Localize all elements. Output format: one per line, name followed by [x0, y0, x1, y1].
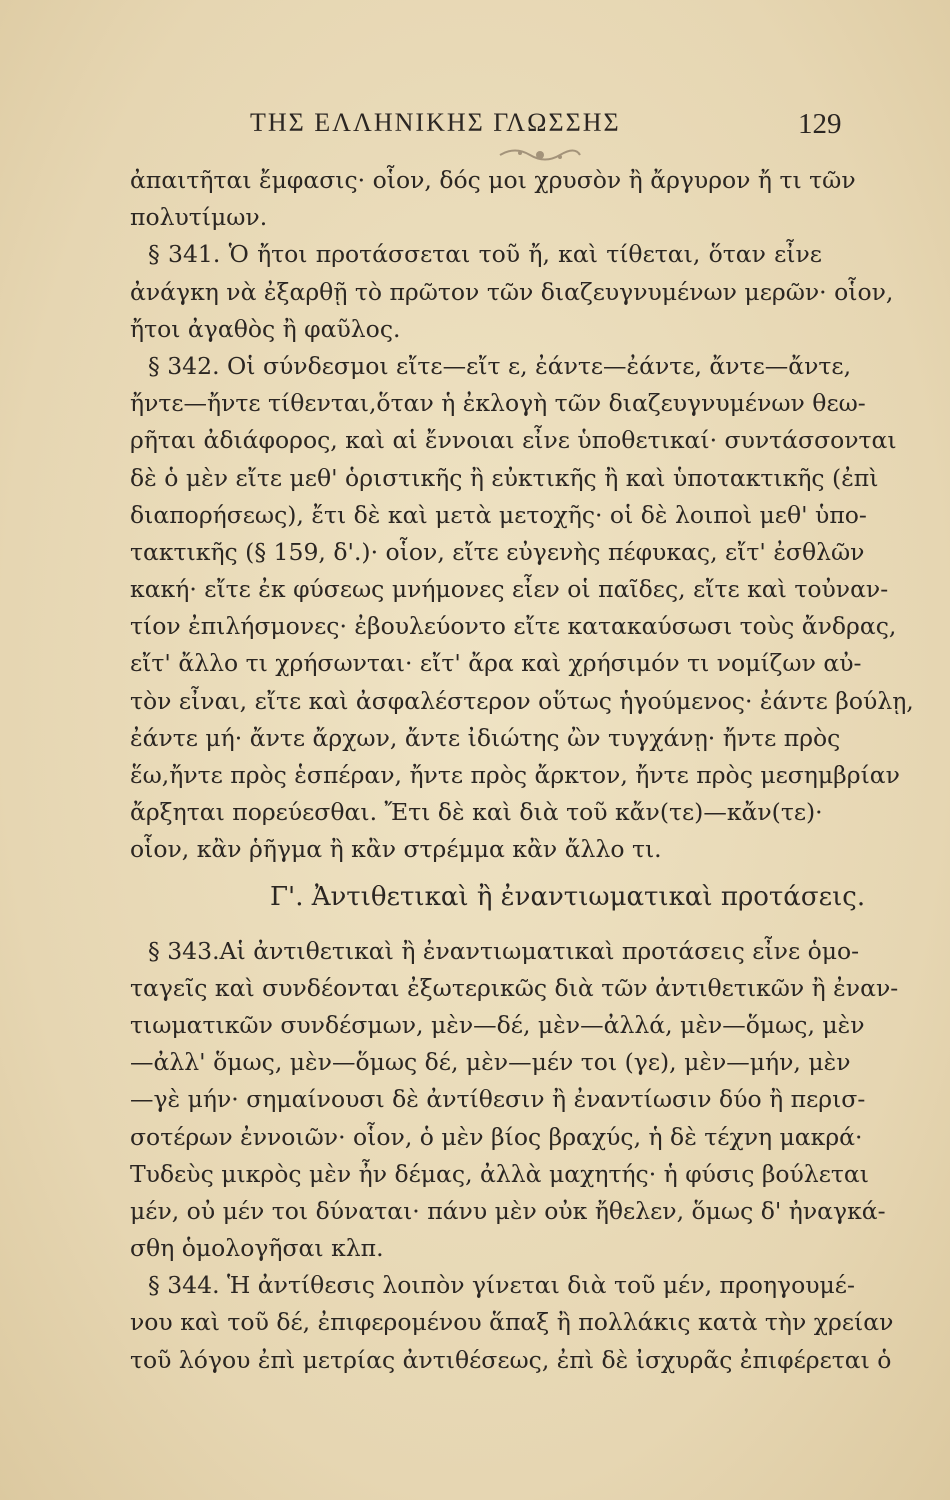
- text-line: τιωματικῶν συνδέσμων, μὲν—δέ, μὲν—ἀλλά, μὲν—ὅμως, μὲν: [130, 1010, 865, 1039]
- text-line: νου καὶ τοῦ δέ, ἐπιφερομένου ἅπαξ ἢ πολλάκις κατὰ τὴν χρείαν: [130, 1308, 894, 1337]
- text-line: ἀπαιτῆται ἔμφασις· οἷον, δός μοι χρυσὸν ἢ ἄργυρον ἤ τι τῶν: [130, 166, 856, 194]
- running-title: ΤΗΣ ΕΛΛΗΝΙΚΗΣ ΓΛΩΣΣΗΣ: [250, 108, 621, 137]
- text-line: εἴτ' ἄλλο τι χρήσωνται· εἴτ' ἄρα καὶ χρήσιμόν τι νομίζων αὐ-: [130, 649, 862, 678]
- paragraph-344-start: § 344. Ἡ ἀντίθεσις λοιπὸν γίνεται διὰ τοῦ μέν, προηγουμέ-: [148, 1271, 855, 1300]
- text-line: ἐάντε μή· ἄντε ἄρχων, ἄντε ἰδιώτης ὢν τυγχάνῃ· ἤντε πρὸς: [130, 723, 841, 752]
- text-line: ἀνάγκη νὰ ἐξαρθῇ τὸ πρῶτον τῶν διαζευγνυμένων μερῶν· οἷον,: [130, 277, 894, 306]
- text-line: ἤντε—ἤντε τίθενται,ὅταν ἡ ἐκλογὴ τῶν διαζευγνυμένων θεω-: [130, 389, 866, 418]
- text-line: πολυτίμων.: [130, 203, 268, 232]
- text-line: μέν, οὐ μέν τοι δύναται· πάνυ μὲν οὐκ ἤθελεν, ὅμως δ' ἠναγκά-: [130, 1196, 886, 1225]
- section-heading: Γ'. Ἀντιθετικαὶ ἢ ἐναντιωματικαὶ προτάσεις.: [270, 881, 866, 912]
- text-line: δὲ ὁ μὲν εἴτε μεθ' ὁριστικῆς ἢ εὐκτικῆς ἢ καὶ ὑποτακτικῆς (ἐπὶ: [130, 463, 879, 492]
- text-line: διαπορήσεως), ἔτι δὲ καὶ μετὰ μετοχῆς· οἱ δὲ λοιποὶ μεθ' ὑπο-: [130, 500, 867, 529]
- text-line: ἤτοι ἀγαθὸς ἢ φαῦλος.: [130, 314, 401, 343]
- text-line: σοτέρων ἐννοιῶν· οἷον, ὁ μὲν βίος βραχύς, ἡ δὲ τέχνη μακρά·: [130, 1122, 863, 1151]
- text-line: —γὲ μήν· σημαίνουσι δὲ ἀντίθεσιν ἢ ἐναντίωσιν δύο ἢ περισ-: [130, 1085, 866, 1114]
- text-line: τακτικῆς (§ 159, δ'.)· οἷον, εἴτε εὐγενὴς πέφυκας, εἴτ' ἐσθλῶν: [130, 537, 865, 566]
- text-line: ἄρξηται πορεύεσθαι. Ἔτι δὲ καὶ διὰ τοῦ κἄν(τε)—κἄν(τε)·: [130, 798, 823, 827]
- text-line: τὸν εἶναι, εἴτε καὶ ἀσφαλέστερον οὕτως ἡγούμενος· ἐάντε βούλῃ,: [130, 686, 914, 715]
- text-line: τοῦ λόγου ἐπὶ μετρίας ἀντιθέσεως, ἐπὶ δὲ ἰσχυρᾶς ἐπιφέρεται ὁ: [130, 1345, 892, 1374]
- paragraph-343-start: § 343.Αἱ ἀντιθετικαὶ ἢ ἐναντιωματικαὶ προτάσεις εἶνε ὁμο-: [148, 936, 860, 965]
- text-line: σθη ὁμολογῆσαι κλπ.: [130, 1234, 384, 1263]
- text-line: Τυδεὺς μικρὸς μὲν ἦν δέμας, ἀλλὰ μαχητής· ἡ φύσις βούλεται: [130, 1159, 869, 1188]
- text-line: —ἀλλ' ὅμως, μὲν—ὅμως δέ, μὲν—μέν τοι (γε), μὲν—μήν, μὲν: [130, 1048, 851, 1077]
- paragraph-342-start: § 342. Οἱ σύνδεσμοι εἴτε—εἴτ ε, ἐάντε—ἐάντε, ἄντε—ἄντε,: [148, 351, 852, 380]
- text-line: ταγεῖς καὶ συνδέονται ἐξωτερικῶς διὰ τῶν ἀντιθετικῶν ἢ ἐναν-: [130, 973, 899, 1002]
- main-text: [130, 162, 914, 1379]
- paragraph-341-start: § 341. Ὁ ἤτοι προτάσσεται τοῦ ἤ, καὶ τίθεται, ὅταν εἶνε: [148, 240, 822, 269]
- page-header: [0, 108, 950, 148]
- text-line: κακή· εἴτε ἐκ φύσεως μνήμονες εἶεν οἱ παῖδες, εἴτε καὶ τοὐναν-: [130, 575, 889, 604]
- text-line: ρῆται ἀδιάφορος, καὶ αἱ ἔννοιαι εἶνε ὑποθετικαί· συντάσσονται: [130, 426, 897, 455]
- text-line: τίον ἐπιλήσμονες· ἐβουλεύοντο εἴτε κατακαύσωσι τοὺς ἄνδρας,: [130, 612, 897, 641]
- text-line: οἷον, κἂν ῥῆγμα ἢ κἂν στρέμμα κἂν ἄλλο τι.: [130, 835, 662, 864]
- page-number: 129: [798, 108, 842, 140]
- text-line: ἕω,ἤντε πρὸς ἑσπέραν, ἤντε πρὸς ἄρκτον, ἤντε πρὸς μεσημβρίαν: [130, 761, 900, 789]
